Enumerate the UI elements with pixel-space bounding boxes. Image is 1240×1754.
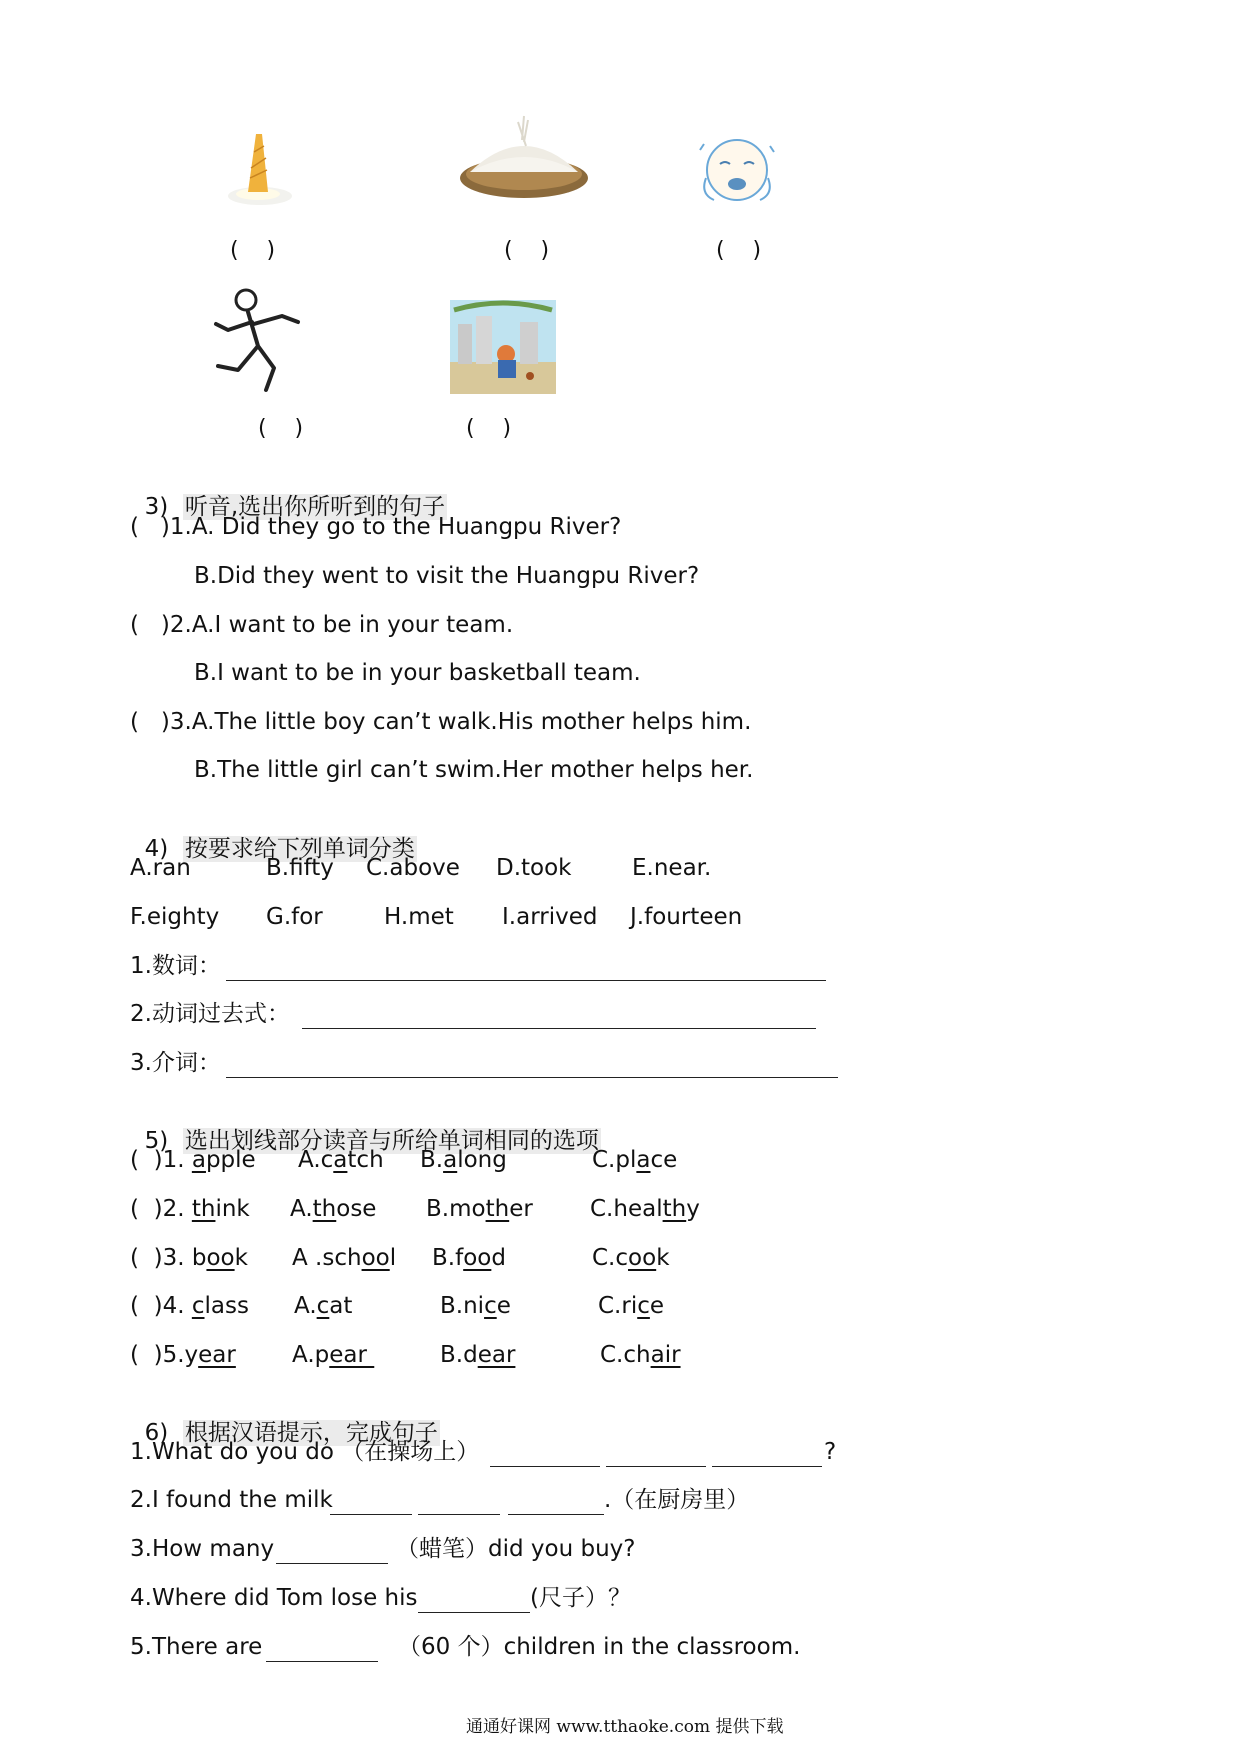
footer-text: 通通好课网 www.tthaoke.com 提供下载 — [466, 1717, 784, 1737]
question-3-option-a — [130, 707, 751, 737]
answer-line[interactable] — [418, 1514, 500, 1515]
category-past-verbs-label: 2.动词过去式： — [130, 1001, 290, 1027]
phonics-question-5: ( )5.year — [130, 1342, 236, 1368]
answer-line[interactable] — [712, 1466, 822, 1467]
word-B: B.fifty — [266, 855, 334, 881]
word-I: I.arrived — [502, 904, 598, 930]
answer-blank[interactable]: ( ) — [258, 416, 304, 441]
answer-paren[interactable]: ( — [130, 514, 139, 540]
question-1-option-b: B.Did they went to visit the Huangpu River? — [194, 563, 700, 589]
question-text: )1.A. Did they go to the Huangpu River? — [160, 514, 622, 540]
sentence-1-text: 1.What do you do （在操场上） — [130, 1439, 480, 1465]
section-number: 5) — [144, 1128, 169, 1154]
word-E: E.near. — [632, 855, 712, 881]
answer-blank[interactable]: ( ) — [504, 238, 550, 263]
sentence-3-text: 3.How many — [130, 1536, 275, 1562]
phonics-option-b: B.along — [420, 1147, 507, 1173]
answer-blank[interactable]: ( ) — [230, 238, 276, 263]
answer-paren[interactable]: ( — [130, 1293, 139, 1319]
phonics-option-c: C.chair — [600, 1342, 681, 1368]
answer-paren[interactable]: ( — [130, 1342, 139, 1368]
phonics-option-a: A.those — [290, 1196, 377, 1222]
section-title: 按要求给下列单词分类 — [184, 836, 415, 862]
answer-paren[interactable]: ( — [130, 1147, 139, 1173]
word-G: G.for — [266, 904, 323, 930]
phonics-question-4: ( )4. class — [130, 1293, 249, 1319]
sentence-4-text: 4.Where did Tom lose his — [130, 1585, 418, 1611]
section-title: 根据汉语提示，完成句子 — [184, 1420, 438, 1446]
answer-line[interactable] — [226, 980, 826, 981]
word-F: F.eighty — [130, 904, 220, 930]
phonics-option-a: A .school — [292, 1245, 397, 1271]
answer-line[interactable] — [302, 1028, 816, 1029]
answer-line[interactable] — [418, 1612, 530, 1613]
section-number: 4) — [144, 836, 169, 862]
phonics-option-c: C.place — [592, 1147, 678, 1173]
phonics-option-b: B.mother — [426, 1196, 533, 1222]
answer-blank[interactable]: ( ) — [716, 238, 762, 263]
phonics-question-3: ( )3. book — [130, 1245, 248, 1271]
answer-line[interactable] — [266, 1661, 378, 1662]
word-A: A.ran — [130, 855, 191, 881]
answer-line[interactable] — [508, 1514, 604, 1515]
question-2-option-a — [130, 610, 513, 640]
question-1-option-a — [130, 512, 621, 542]
playground-scene-icon — [450, 300, 556, 394]
sentence-2-text: 2.I found the milk — [130, 1487, 333, 1513]
sentence-5-end: （60 个）children in the classroom. — [398, 1634, 801, 1660]
rice-basket-icon — [458, 112, 590, 208]
question-text: )3.A.The little boy can’t walk.His mother helps him. — [160, 709, 752, 735]
question-2-option-b: B.I want to be in your basketball team. — [194, 660, 641, 686]
word-H: H.met — [384, 904, 454, 930]
category-prepositions-label: 3.介词： — [130, 1050, 221, 1076]
word-C: C.above — [366, 855, 460, 881]
sentence-1-end: ? — [824, 1439, 837, 1465]
section-title: 听音,选出你所听到的句子 — [184, 494, 446, 520]
answer-blank[interactable]: ( ) — [466, 416, 512, 441]
answer-paren[interactable]: ( — [130, 612, 139, 638]
sentence-4-end: (尺子）？ — [530, 1585, 631, 1611]
phonics-option-a: A.catch — [298, 1147, 384, 1173]
sentence-3-end: （蜡笔）did you buy? — [396, 1536, 636, 1562]
phonics-question-1: ( )1. apple — [130, 1147, 256, 1173]
answer-paren[interactable]: ( — [130, 1245, 139, 1271]
answer-line[interactable] — [226, 1077, 838, 1078]
phonics-option-c: C.cook — [592, 1245, 670, 1271]
word-D: D.took — [496, 855, 572, 881]
question-text: )2.A.I want to be in your team. — [160, 612, 514, 638]
sentence-5-text: 5.There are — [130, 1634, 263, 1660]
section-number: 3) — [144, 494, 169, 520]
phonics-option-b: B.food — [432, 1245, 506, 1271]
section-title: 选出划线部分读音与所给单词相同的选项 — [184, 1128, 599, 1154]
section-number: 6) — [144, 1420, 169, 1446]
category-numerals-label: 1.数词： — [130, 953, 221, 979]
sentence-2-end: .（在厨房里） — [604, 1487, 750, 1513]
answer-paren[interactable]: ( — [130, 709, 139, 735]
answer-line[interactable] — [330, 1514, 412, 1515]
phonics-question-2: ( )2. think — [130, 1196, 250, 1222]
phonics-option-a: A.pear — [292, 1342, 375, 1368]
question-3-option-b: B.The little girl can’t swim.Her mother helps her. — [194, 757, 754, 783]
answer-line[interactable] — [606, 1466, 706, 1467]
phonics-option-c: C.rice — [598, 1293, 665, 1319]
melted-ice-cream-icon — [218, 128, 308, 210]
running-man-icon — [208, 286, 306, 396]
phonics-option-a: A.cat — [294, 1293, 353, 1319]
crying-baby-icon — [692, 134, 782, 214]
phonics-option-b: B.nice — [440, 1293, 511, 1319]
answer-line[interactable] — [276, 1563, 388, 1564]
phonics-option-b: B.dear — [440, 1342, 516, 1368]
phonics-option-c: C.healthy — [590, 1196, 700, 1222]
word-J: J.fourteen — [630, 904, 743, 930]
answer-line[interactable] — [490, 1466, 600, 1467]
answer-paren[interactable]: ( — [130, 1196, 139, 1222]
